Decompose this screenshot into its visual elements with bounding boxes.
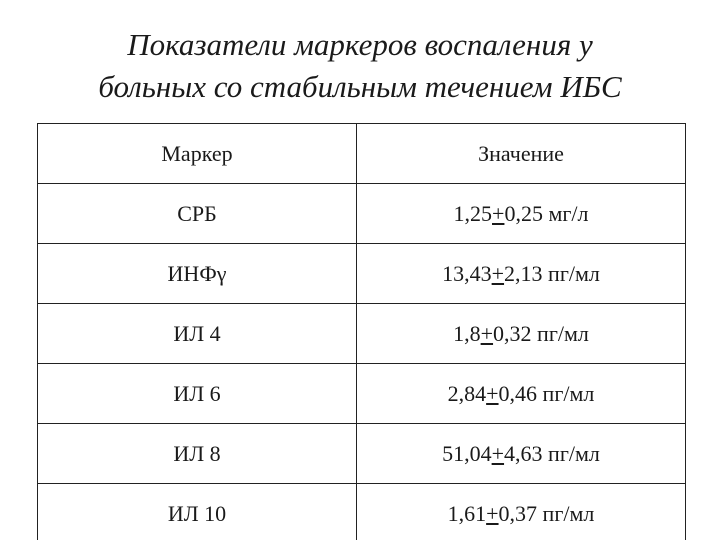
- plus-minus-sign: +: [480, 320, 494, 346]
- value-mean: 13,43: [442, 260, 492, 286]
- value-sd: 0,32: [493, 320, 532, 346]
- value-cell: [357, 184, 686, 244]
- table-row: [38, 484, 686, 540]
- value-cell: [357, 424, 686, 484]
- table-row: [38, 304, 686, 364]
- plus-minus-sign: +: [491, 440, 505, 466]
- value-unit: пг/мл: [542, 500, 595, 526]
- plus-minus-sign: +: [486, 380, 499, 406]
- value-sd: 2,13: [504, 260, 543, 286]
- value-sd: 0,37: [498, 500, 538, 526]
- slide-title: [0, 24, 720, 108]
- value-unit: пг/мл: [537, 320, 589, 346]
- table-row: [38, 364, 686, 424]
- plus-minus-sign: +: [486, 500, 499, 526]
- title-line-2: больных со стабильным течением ИБС: [98, 69, 622, 104]
- value-cell: [357, 484, 686, 540]
- table-header-row: [38, 124, 686, 184]
- value-unit: пг/мл: [548, 440, 600, 466]
- value-unit: мг/л: [548, 200, 589, 226]
- value-sd: 0,46: [498, 380, 538, 406]
- table-row: [38, 424, 686, 484]
- value-mean: 1,8: [453, 320, 481, 346]
- plus-minus-sign: +: [492, 200, 505, 226]
- value-cell: [357, 244, 686, 304]
- header-marker: Маркер: [38, 124, 357, 184]
- value-cell: [357, 304, 686, 364]
- marker-cell: ИЛ 4: [38, 304, 357, 364]
- marker-cell: ИЛ 10: [38, 484, 357, 540]
- value-cell: [357, 364, 686, 424]
- value-unit: пг/мл: [548, 260, 600, 286]
- value-mean: 51,04: [442, 440, 492, 466]
- marker-cell: ИЛ 8: [38, 424, 357, 484]
- marker-cell: ИНФγ: [38, 244, 357, 304]
- title-line-1: Показатели маркеров воспаления у: [127, 27, 593, 62]
- value-mean: 1,61: [447, 500, 487, 526]
- value-sd: 0,25: [504, 200, 543, 226]
- value-unit: пг/мл: [542, 380, 595, 406]
- marker-cell: СРБ: [38, 184, 357, 244]
- plus-minus-sign: +: [491, 260, 505, 286]
- table-row: [38, 244, 686, 304]
- value-sd: 4,63: [504, 440, 543, 466]
- value-mean: 2,84: [447, 380, 487, 406]
- header-value: Значение: [357, 124, 686, 184]
- marker-cell: ИЛ 6: [38, 364, 357, 424]
- value-mean: 1,25: [453, 200, 493, 226]
- markers-table: [37, 123, 686, 540]
- table-row: [38, 184, 686, 244]
